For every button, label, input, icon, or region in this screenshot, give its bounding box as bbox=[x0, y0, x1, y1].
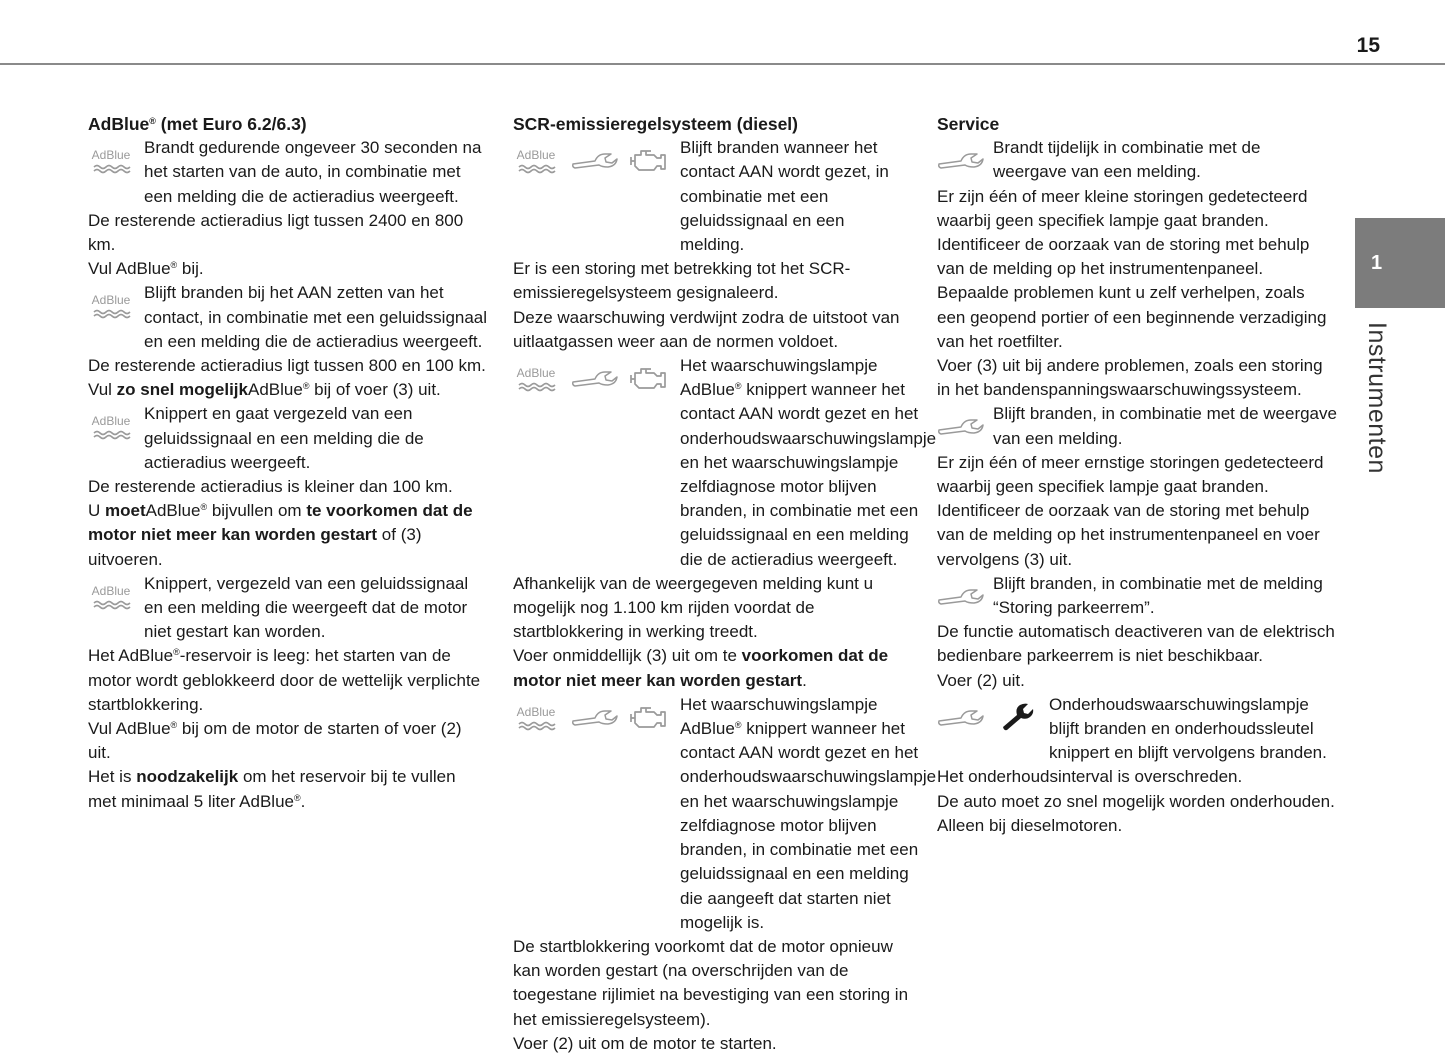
maintenance-key-icon bbox=[999, 702, 1035, 732]
adblue-warning-icon bbox=[88, 582, 134, 612]
warning-block: Blijft branden wanneer het contact AAN wordt gezet, in combinatie met een geluidssignaal en een melding. bbox=[513, 136, 913, 257]
adblue-warning-icon bbox=[513, 703, 559, 733]
paragraph: Alleen bij dieselmotoren. bbox=[937, 815, 1123, 835]
paragraph: De auto moet zo snel mogelijk worden onderhouden. bbox=[937, 791, 1335, 811]
page-number: 15 bbox=[1356, 34, 1380, 57]
warning-block: Het waarschuwingslampje AdBlue® knippert wanneer het contact AAN wordt gezet en het onderhoudswaarschuwingslampje en het waarschuwingslampje zelfdiagnose motor blijven branden, in combinatie met een geluidssignaal en een melding die de actieradius weergeeft. bbox=[513, 354, 913, 572]
paragraph: Vul zo snel mogelijkAdBlue® bij of voer (3) uit. bbox=[88, 380, 441, 400]
service-wrench-icon bbox=[571, 148, 619, 172]
paragraph: U moetAdBlue® bijvullen om te voorkomen dat de motor niet meer kan worden gestart of (3) uitvoeren. bbox=[88, 501, 473, 569]
section-title-service: Service bbox=[937, 114, 1000, 134]
warning-block: Brandt gedurende ongeveer 30 seconden na het starten van de auto, in combinatie met een melding die de actieradius weergeeft. bbox=[88, 136, 488, 209]
paragraph: Identificeer de oorzaak van de storing met behulp van de melding op het instrumentenpaneel. bbox=[937, 235, 1310, 279]
paragraph: Voer (3) uit bij andere problemen, zoals een storing in het bandenspanningswaarschuwingssysteem. bbox=[937, 356, 1323, 400]
paragraph: Het AdBlue®-reservoir is leeg: het starten van de motor wordt geblokkeerd door de wettelijk verplichte startblokkering. bbox=[88, 646, 481, 714]
paragraph: De resterende actieradius ligt tussen 2400 en 800 km. bbox=[88, 210, 464, 255]
warning-block: Knippert en gaat vergezeld van een geluidssignaal en een melding die de actieradius weergeeft. bbox=[88, 402, 488, 475]
header-rule bbox=[0, 63, 1445, 65]
paragraph: Voer onmiddellijk (3) uit om te voorkomen dat de motor niet meer kan worden gestart. bbox=[513, 646, 889, 690]
paragraph: Voer (2) uit. bbox=[937, 670, 1025, 690]
column-adblue bbox=[88, 112, 488, 814]
column-scr bbox=[513, 112, 937, 1056]
warning-block: Blijft branden bij het AAN zetten van het contact, in combinatie met een geluidssignaal en een melding die de actieradius weergeeft. bbox=[88, 281, 488, 354]
paragraph: De resterende actieradius is kleiner dan 100 km. bbox=[88, 477, 453, 497]
warning-block: Knippert, vergezeld van een geluidssignaal en een melding die weergeeft dat de motor niet gestart kan worden. bbox=[88, 572, 488, 645]
paragraph: Vul AdBlue® bij. bbox=[88, 259, 204, 279]
service-wrench-icon bbox=[571, 366, 619, 390]
chapter-label: Instrumenten bbox=[1363, 322, 1391, 474]
warning-block: Brandt tijdelijk in combinatie met de weergave van een melding. bbox=[937, 136, 1337, 184]
service-wrench-icon bbox=[571, 705, 619, 729]
adblue-warning-icon bbox=[88, 291, 134, 321]
paragraph: Er is een storing met betrekking tot het SCR-emissieregelsysteem gesignaleerd. bbox=[513, 259, 851, 303]
paragraph: De resterende actieradius ligt tussen 800 en 100 km. bbox=[88, 356, 486, 376]
paragraph: Deze waarschuwing verdwijnt zodra de uitstoot van uitlaatgassen weer aan de normen voldoet. bbox=[513, 307, 900, 351]
warning-block: Blijft branden, in combinatie met de melding “Storing parkeerrem”. bbox=[937, 572, 1337, 620]
section-title-adblue: AdBlue® (met Euro 6.2/6.3) bbox=[88, 114, 307, 134]
paragraph: Identificeer de oorzaak van de storing met behulp van de melding op het instrumentenpaneel en voer vervolgens (3) uit. bbox=[937, 501, 1320, 569]
paragraph: Afhankelijk van de weergegeven melding kunt u mogelijk nog 1.100 km rijden voordat de startblokkering in werking treedt. bbox=[513, 573, 874, 642]
service-wrench-icon bbox=[937, 705, 985, 729]
paragraph: Het onderhoudsinterval is overschreden. bbox=[937, 767, 1243, 787]
paragraph: De startblokkering voorkomt dat de motor opnieuw kan worden gestart (na overschrijden van de toegestane rijlimiet na bevestiging van een storing in het emissieregelsysteem). bbox=[513, 936, 909, 1029]
paragraph: Vul AdBlue® bij om de motor de starten of voer (2) uit. bbox=[88, 719, 462, 763]
chapter-tab[interactable] bbox=[1355, 218, 1445, 308]
paragraph: Er zijn één of meer ernstige storingen gedetecteerd waarbij geen specifiek lampje gaat branden. bbox=[937, 452, 1324, 497]
chapter-number: 1 bbox=[1371, 252, 1383, 274]
warning-block: Het waarschuwingslampje AdBlue® knippert wanneer het contact AAN wordt gezet en het onderhoudswaarschuwingslampje en het waarschuwingslampje zelfdiagnose motor blijven branden, in combinatie met een geluidssignaal en een melding die aangeeft dat starten niet mogelijk is. bbox=[513, 693, 913, 935]
warning-block: Onderhoudswaarschuwingslampje blijft branden en onderhoudssleutel knippert en blijft vervolgens branden. bbox=[937, 693, 1337, 766]
paragraph: Het is noodzakelijk om het reservoir bij te vullen met minimaal 5 liter AdBlue®. bbox=[88, 767, 456, 811]
adblue-warning-icon bbox=[88, 146, 134, 176]
engine-diagnosis-icon bbox=[627, 145, 669, 175]
service-wrench-icon bbox=[937, 584, 985, 608]
paragraph: Bepaalde problemen kunt u zelf verhelpen, zoals een geopend portier of een beginnende verzadiging van het roetfilter. bbox=[937, 283, 1327, 351]
column-service bbox=[937, 112, 1337, 838]
paragraph: Er zijn één of meer kleine storingen gedetecteerd waarbij geen specifiek lampje gaat branden. bbox=[937, 186, 1308, 230]
warning-block: Blijft branden, in combinatie met de weergave van een melding. bbox=[937, 402, 1337, 450]
paragraph: Voer (2) uit om de motor te starten. bbox=[513, 1033, 777, 1053]
service-wrench-icon bbox=[937, 148, 985, 172]
paragraph: De functie automatisch deactiveren van de elektrisch bedienbare parkeerrem is niet beschikbaar. bbox=[937, 622, 1335, 666]
engine-diagnosis-icon bbox=[627, 702, 669, 732]
adblue-warning-icon bbox=[88, 412, 134, 442]
adblue-warning-icon bbox=[513, 364, 559, 394]
adblue-warning-icon bbox=[513, 146, 559, 176]
service-wrench-icon bbox=[937, 414, 985, 438]
section-title-scr: SCR-emissieregelsysteem (diesel) bbox=[513, 114, 798, 134]
engine-diagnosis-icon bbox=[627, 363, 669, 393]
